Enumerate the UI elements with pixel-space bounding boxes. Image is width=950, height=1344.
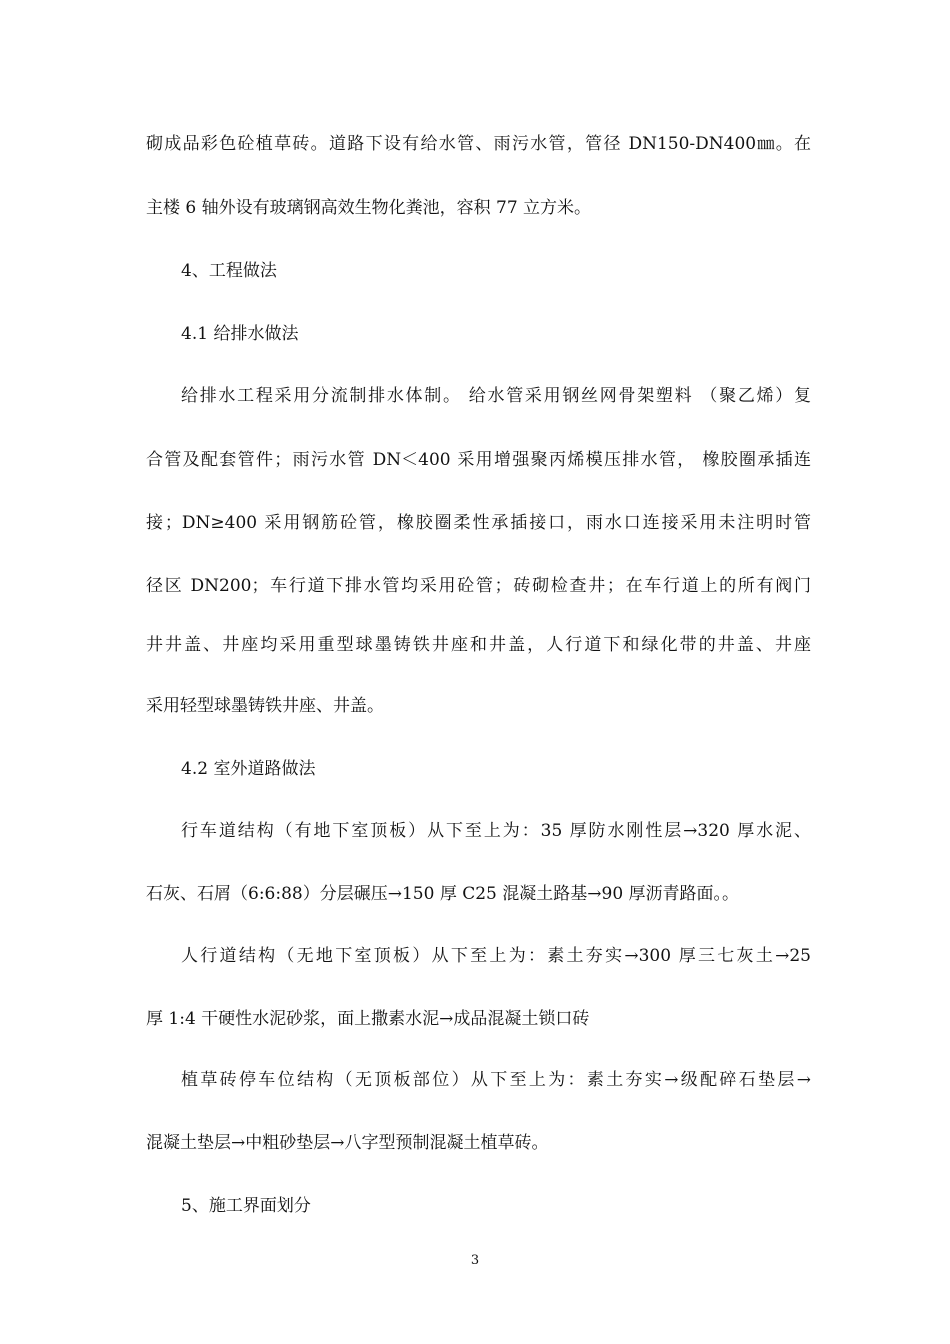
text-line: 主楼 6 轴外设有玻璃钢高效生物化粪池，容积 77 立方米。 [146,198,592,218]
text-line: 行车道结构（有地下室顶板）从下至上为：35 厚防水刚性层→320 厚水泥、 [181,821,811,841]
text-line: 径区 DN200；车行道下排水管均采用砼管；砖砌检查井；在车行道上的所有阀门 [146,576,811,596]
section-heading: 4、工程做法 [181,261,277,281]
text-line: 厚 1:4 干硬性水泥砂浆，面上撒素水泥→成品混凝土锁口砖 [146,1009,590,1029]
text-line: 植草砖停车位结构（无顶板部位）从下至上为：素土夯实→级配碎石垫层→ [181,1070,811,1090]
subsection-heading: 4.2 室外道路做法 [181,759,316,779]
page-number: 3 [470,1253,480,1268]
text-line: 给排水工程采用分流制排水体制。 给水管采用钢丝网骨架塑料 （聚乙烯）复 [181,386,811,406]
text-line: 接；DN≥400 采用钢筋砼管，橡胶圈柔性承插接口，雨水口连接采用未注明时管 [146,513,811,533]
section-heading: 5、施工界面划分 [181,1196,311,1216]
text-line: 井井盖、井座均采用重型球墨铸铁井座和井盖，人行道下和绿化带的井盖、井座 [146,635,811,655]
text-line: 砌成品彩色砼植草砖。道路下设有给水管、雨污水管，管径 DN150-DN400㎜。在 [146,134,811,154]
text-line: 混凝土垫层→中粗砂垫层→八字型预制混凝土植草砖。 [146,1133,549,1153]
text-line: 采用轻型球墨铸铁井座、井盖。 [146,696,384,716]
subsection-heading: 4.1 给排水做法 [181,324,299,344]
text-line: 人行道结构（无地下室顶板）从下至上为：素土夯实→300 厚三七灰土→25 [181,946,811,966]
text-line: 石灰、石屑（6:6:88）分层碾压→150 厚 C25 混凝土路基→90 厚沥青路面。。 [146,884,740,904]
text-line: 合管及配套管件；雨污水管 DN＜400 采用增强聚丙烯模压排水管， 橡胶圈承插连 [146,450,811,470]
